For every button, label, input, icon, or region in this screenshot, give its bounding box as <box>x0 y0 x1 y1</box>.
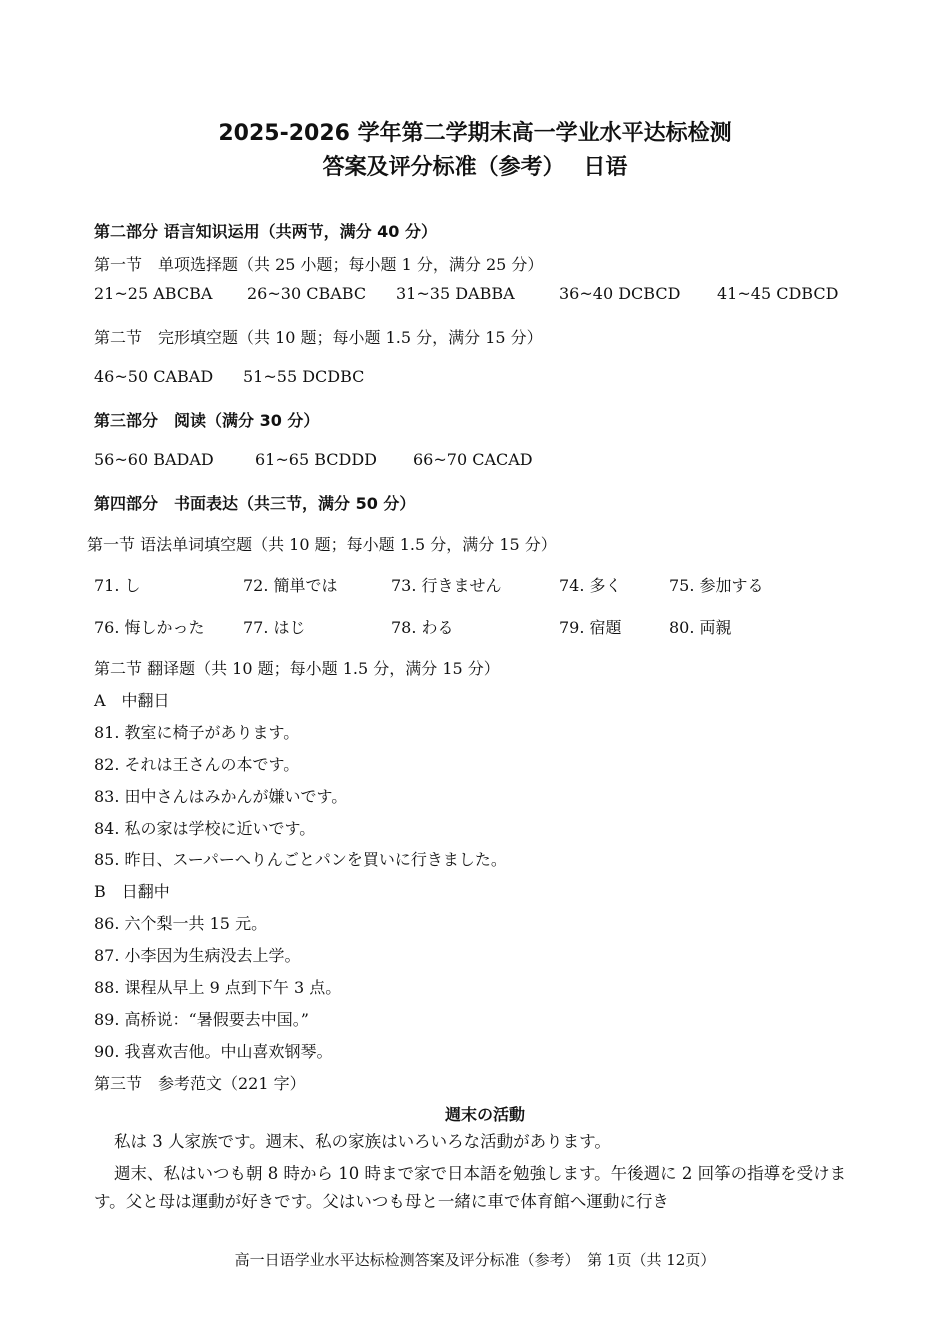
fill-answer: 78. わる <box>391 618 454 637</box>
page-title-line2: 答案及评分标准（参考） 日语 <box>322 155 628 180</box>
answer-group: 26~30 CBABC <box>247 284 367 303</box>
fill-answer: 76. 悔しかった <box>94 618 205 637</box>
translation-item: 86. 六个梨一共 15 元。 <box>94 914 268 933</box>
fill-answer: 73. 行きません <box>391 576 502 595</box>
part2-heading: 第二部分 语言知识运用（共两节，满分 40 分） <box>94 222 437 241</box>
page-title-line1: 2025-2026 学年第二学期末高一学业水平达标检测 <box>218 121 732 146</box>
part4-section3-heading: 第三节 参考范文（221 字） <box>94 1074 306 1093</box>
answer-group: 41~45 CDBCD <box>717 284 839 303</box>
essay-paragraph: 週末、私はいつも朝 8 時から 10 時まで家で日本語を勉強します。午後週に 2 回筝の指導を受けます。父と母は運動が好きです。父はいつも母と一緒に車で体育館へ運動に行き <box>94 1164 847 1211</box>
part4-section1-heading: 第一节 语法单词填空题（共 10 题；每小题 1.5 分，满分 15 分） <box>87 535 557 554</box>
answer-group: 66~70 CACAD <box>413 450 533 469</box>
fill-answer: 75. 参加する <box>669 576 764 595</box>
answer-group: 21~25 ABCBA <box>94 284 213 303</box>
part4-section2-heading: 第二节 翻译题（共 10 题；每小题 1.5 分，满分 15 分） <box>94 659 500 678</box>
translation-item: 84. 私の家は学校に近いです。 <box>94 819 316 838</box>
part3-heading: 第三部分 阅读（满分 30 分） <box>94 411 320 430</box>
translation-item: 81. 教室に椅子があります。 <box>94 723 300 742</box>
translation-group-a: A 中翻日 <box>94 691 170 710</box>
translation-item: 90. 我喜欢吉他。中山喜欢钢琴。 <box>94 1042 333 1061</box>
part2-section1-heading: 第一节 单项选择题（共 25 小题；每小题 1 分，满分 25 分） <box>94 255 544 274</box>
part4-heading: 第四部分 书面表达（共三节，满分 50 分） <box>94 494 416 513</box>
essay-title: 週末の活動 <box>444 1105 525 1124</box>
answer-group: 46~50 CABAD <box>94 367 214 386</box>
fill-answer: 79. 宿題 <box>559 618 622 637</box>
fill-answer: 72. 簡単では <box>243 576 338 595</box>
answer-group: 51~55 DCDBC <box>243 367 365 386</box>
page-footer: 高一日语学业水平达标检测答案及评分标准（参考） 第 1页（共 12页） <box>234 1251 716 1269</box>
answer-group: 61~65 BCDDD <box>255 450 377 469</box>
translation-item: 83. 田中さんはみかんが嫌いです。 <box>94 787 348 806</box>
translation-item: 88. 课程从早上 9 点到下午 3 点。 <box>94 978 342 997</box>
part2-section2-heading: 第二节 完形填空题（共 10 题；每小题 1.5 分，满分 15 分） <box>94 328 543 347</box>
fill-answer: 71. し <box>94 576 141 595</box>
fill-answer: 80. 両親 <box>669 618 732 637</box>
translation-group-b: B 日翻中 <box>94 882 170 901</box>
essay-paragraph: 私は 3 人家族です。週末、私の家族はいろいろな活動があります。 <box>114 1132 611 1151</box>
fill-answer: 77. はじ <box>243 618 306 637</box>
translation-item: 87. 小李因为生病没去上学。 <box>94 946 301 965</box>
fill-answer: 74. 多く <box>559 576 622 595</box>
answer-group: 36~40 DCBCD <box>559 284 681 303</box>
answer-group: 31~35 DABBA <box>396 284 515 303</box>
translation-item: 82. それは王さんの本です。 <box>94 755 300 774</box>
translation-item: 85. 昨日、スーパーへりんごとパンを買いに行きました。 <box>94 850 507 869</box>
translation-item: 89. 高桥说：“暑假要去中国。” <box>94 1010 309 1029</box>
answer-group: 56~60 BADAD <box>94 450 214 469</box>
